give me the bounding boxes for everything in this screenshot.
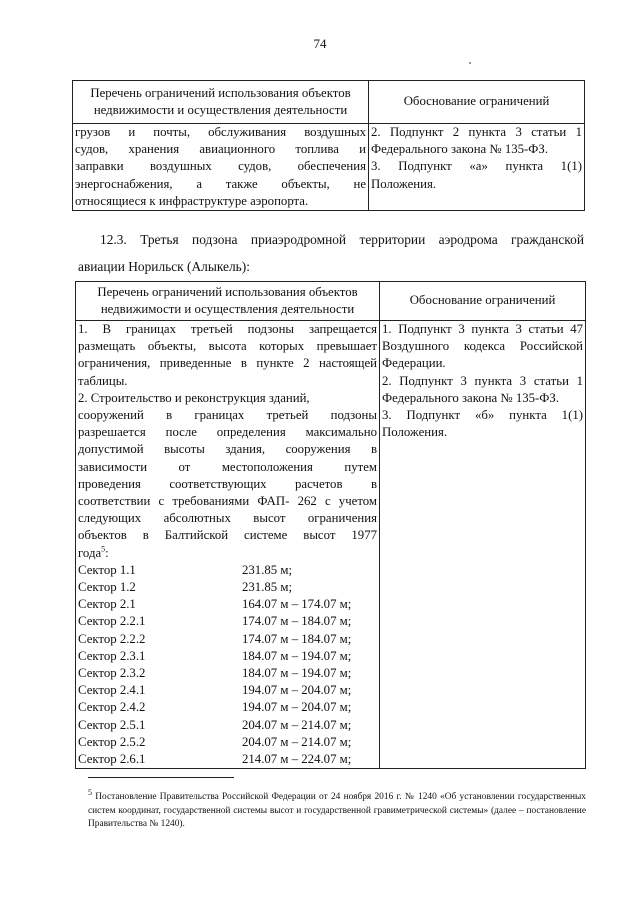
sector-name: Сектор 2.3.2 (78, 666, 146, 681)
table2-left-line: таблицы. (78, 373, 128, 388)
sector-row (78, 562, 377, 579)
table1-left-line: энергоснабжения, а также объекты, не (75, 176, 366, 191)
sector-height: 231.85 м; (242, 580, 293, 595)
sector-height: 174.07 м – 184.07 м; (242, 631, 352, 646)
table2-right-line: 1. Подпункт 3 пункта 3 статьи 47 (382, 322, 583, 336)
table1-right-line: Федерального закона № 135-ФЗ. (371, 142, 549, 157)
table2-left-line: объектов в Балтийской системе высот 1977 (78, 528, 377, 543)
table1-right-line: Положения. (371, 176, 437, 191)
sector-row (78, 631, 377, 648)
sector-name: Сектор 2.2.1 (78, 614, 146, 629)
table1-left-line: судов, хранения авиационного топлива и (75, 142, 366, 157)
sector-row (78, 665, 377, 682)
table1-left-line: заправки воздушных судов, обеспечения (75, 159, 366, 174)
table2-right-line: Положения. (382, 425, 448, 440)
table2-left-line: допустимой высоты здания, сооружения в (78, 442, 377, 457)
sector-row (78, 648, 377, 665)
table2-left-line: 1. В границах третьей подзоны запрещается (78, 322, 377, 336)
sector-height: 194.07 м – 204.07 м; (242, 700, 352, 715)
table1-justification-cell (369, 124, 585, 211)
sector-name: Сектор 2.3.1 (78, 648, 146, 663)
sector-height: 231.85 м; (242, 562, 293, 577)
table2-left-line: разрешается после определения максимально (78, 425, 377, 440)
section-heading (78, 226, 584, 280)
table2-left-line-last (78, 545, 377, 562)
scan-speck (469, 62, 471, 64)
table2-left-line: следующих абсолютных высот ограничения (78, 511, 377, 526)
sector-row (78, 751, 377, 768)
sector-row (78, 579, 377, 596)
sector-height: 174.07 м – 184.07 м; (242, 614, 352, 629)
page-number: 74 (313, 36, 327, 51)
table2-left-line: ограничения, приведенные в пункте 2 настоящей (78, 356, 377, 371)
sector-name: Сектор 2.5.1 (78, 717, 146, 732)
sector-height: 184.07 м – 194.07 м; (242, 648, 352, 663)
sector-height: 184.07 м – 194.07 м; (242, 666, 352, 681)
table2-left-line: проведения соответствующих расчетов в (78, 476, 377, 491)
sector-name: Сектор 1.1 (78, 562, 136, 577)
footnote-separator (88, 777, 234, 778)
sector-name: Сектор 1.2 (78, 580, 136, 595)
section-heading-line1: 12.3. Третья подзона приаэродромной территории аэродрома гражданской (100, 232, 584, 247)
sector-height: 204.07 м – 214.07 м; (242, 734, 352, 749)
table1-right-line: 3. Подпункт «а» пункта 1(1) (371, 159, 582, 174)
table1-header-justification: Обоснование ограничений (369, 81, 585, 124)
table1-left-line: относящиеся к инфраструктуре аэропорта. (75, 193, 309, 208)
sector-name: Сектор 2.4.2 (78, 700, 146, 715)
sector-height: 194.07 м – 204.07 м; (242, 683, 352, 698)
table2-right-line: Воздушного кодекса Российской (382, 339, 583, 354)
table2-header-restrictions: Перечень ограничений использования объектов недвижимости и осуществления деятельности (76, 282, 380, 321)
table2-left-line: 2. Строительство и реконструкция зданий, (78, 390, 310, 405)
sector-row (78, 596, 377, 613)
table2-restrictions-cell (76, 321, 380, 769)
sector-height: 214.07 м – 224.07 м; (242, 752, 352, 767)
sector-name: Сектор 2.4.1 (78, 683, 146, 698)
table2-left-line: зависимости от местоположения путем (78, 459, 377, 474)
sector-row (78, 613, 377, 630)
sector-height: 164.07 м – 174.07 м; (242, 597, 352, 612)
sector-row (78, 717, 377, 734)
sector-row (78, 699, 377, 716)
table2-left-line: размещать объекты, высота которых превышает (78, 339, 377, 354)
table2-last-word: года (78, 545, 102, 560)
footnote (88, 787, 586, 832)
table2-last-colon: : (105, 545, 109, 560)
sector-name: Сектор 2.6.1 (78, 752, 146, 767)
table1-right-line: 2. Подпункт 2 пункта 3 статьи 1 (371, 125, 582, 139)
sector-row (78, 734, 377, 751)
section-heading-line2: авиации Норильск (Алыкель): (78, 259, 250, 274)
sector-name: Сектор 2.1 (78, 597, 136, 612)
footnote-mark: 5 (88, 787, 92, 797)
table1-header-restrictions: Перечень ограничений использования объектов недвижимости и осуществления деятельности (73, 81, 369, 124)
table2-right-line: 3. Подпункт «б» пункта 1(1) (382, 408, 583, 423)
table1-left-line: грузов и почты, обслуживания воздушных (75, 125, 366, 139)
table2-right-line: Федерации. (382, 356, 446, 371)
sector-height: 204.07 м – 214.07 м; (242, 717, 352, 732)
table2-left-line: соответствии с требованиями ФАП- 262 с учетом (78, 494, 377, 509)
sector-row (78, 682, 377, 699)
table2-left-line: сооружений в границах третьей подзоны (78, 408, 377, 423)
table2-right-line: 2. Подпункт 3 пункта 3 статьи 1 (382, 373, 583, 388)
table2-right-line: Федерального закона № 135-ФЗ. (382, 390, 560, 405)
footnote-text: Постановление Правительства Российской Федерации от 24 ноября 2016 г. № 1240 «Об установлении государственных систем координат, государственной системы высот и государственной гравиметрической системы» (далее – постановление Правительства № 1240). (88, 792, 586, 829)
table2-header-justification: Обоснование ограничений (380, 282, 586, 321)
sector-name: Сектор 2.5.2 (78, 734, 146, 749)
footnote-reference: 5 (101, 544, 106, 554)
table1-restrictions-cell (73, 124, 369, 211)
table2-justification-cell (380, 321, 586, 769)
restrictions-table-continued (72, 80, 585, 211)
third-subzone-table (75, 281, 586, 769)
sector-name: Сектор 2.2.2 (78, 631, 146, 646)
